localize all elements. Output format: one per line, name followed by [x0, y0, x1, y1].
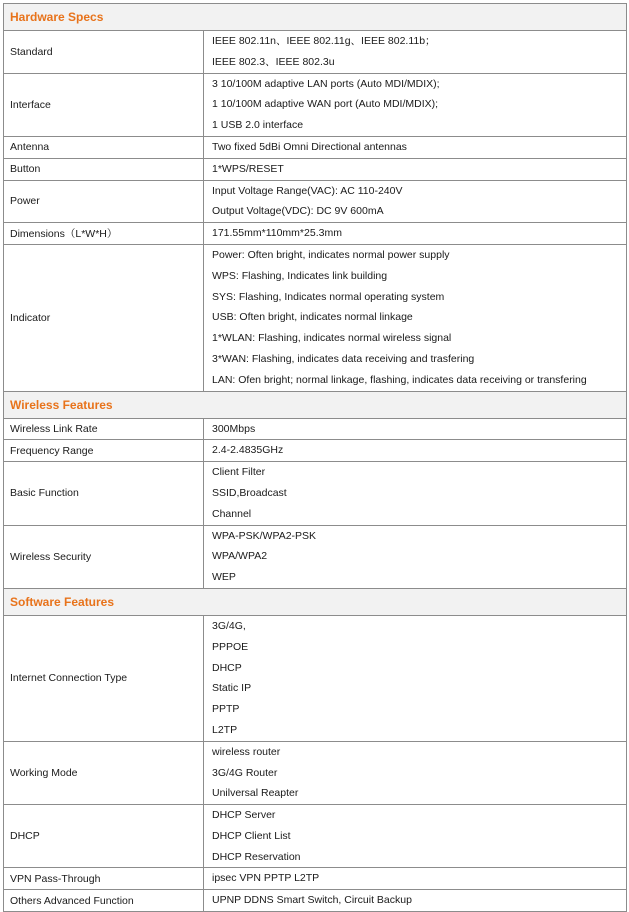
spec-value-cell: [204, 805, 627, 868]
spec-value-cell: [204, 73, 627, 136]
spec-value-line: Two fixed 5dBi Omni Directional antennas: [212, 140, 407, 153]
spec-value-line: ipsec VPN PPTP L2TP: [212, 872, 320, 885]
spec-value-line: WPA-PSK/WPA2-PSK: [212, 529, 317, 542]
spec-label: Others Advanced Function: [4, 890, 204, 912]
spec-row: [4, 31, 627, 74]
spec-value-line: Power: Often bright, indicates normal power supply: [212, 248, 450, 261]
spec-row: [4, 136, 627, 158]
section-header-row: [4, 391, 627, 418]
spec-value-line: 3G/4G,: [212, 619, 246, 632]
spec-value-line: IEEE 802.11n、IEEE 802.11g、IEEE 802.11b；: [212, 35, 436, 47]
spec-label: VPN Pass-Through: [4, 868, 204, 890]
spec-value-cell: [204, 462, 627, 525]
section-title: Software Features: [4, 588, 627, 615]
spec-value-line: Output Voltage(VDC): DC 9V 600mA: [212, 205, 384, 218]
spec-label: DHCP: [4, 805, 204, 868]
spec-label: Interface: [4, 73, 204, 136]
spec-value-line: DHCP Server: [212, 809, 276, 822]
spec-value-line: SYS: Flashing, Indicates normal operating system: [212, 290, 445, 303]
spec-value-line: SSID,Broadcast: [212, 486, 287, 499]
spec-table-body: [4, 4, 627, 912]
spec-row: [4, 741, 627, 804]
spec-label: Antenna: [4, 136, 204, 158]
spec-value-line: UPNP DDNS Smart Switch, Circuit Backup: [212, 894, 412, 907]
spec-value-cell: [204, 158, 627, 180]
spec-value-cell: [204, 223, 627, 245]
spec-value-cell: [204, 31, 627, 74]
spec-value-line: 3 10/100M adaptive LAN ports (Auto MDI/MDIX);: [212, 77, 440, 90]
spec-value-cell: [204, 244, 627, 391]
spec-value-line: 1 10/100M adaptive WAN port (Auto MDI/MDIX);: [212, 98, 439, 111]
spec-row: [4, 615, 627, 741]
spec-value-cell: [204, 525, 627, 588]
spec-label: Working Mode: [4, 741, 204, 804]
spec-row: [4, 868, 627, 890]
spec-value-line: WPS: Flashing, Indicates link building: [212, 269, 388, 282]
spec-value-line: Input Voltage Range(VAC): AC 110-240V: [212, 184, 403, 197]
spec-label: Wireless Security: [4, 525, 204, 588]
spec-row: [4, 418, 627, 440]
spec-label: Dimensions（L*W*H）: [4, 223, 204, 245]
section-header-row: [4, 4, 627, 31]
spec-value-line: 1 USB 2.0 interface: [212, 119, 304, 132]
section-title: Hardware Specs: [4, 4, 627, 31]
spec-label: Basic Function: [4, 462, 204, 525]
spec-row: [4, 73, 627, 136]
spec-label: Internet Connection Type: [4, 615, 204, 741]
spec-label: Indicator: [4, 244, 204, 391]
spec-label: Wireless Link Rate: [4, 418, 204, 440]
spec-value-cell: [204, 440, 627, 462]
spec-value-cell: [204, 136, 627, 158]
spec-value-cell: [204, 741, 627, 804]
spec-value-line: 1*WLAN: Flashing, indicates normal wireless signal: [212, 332, 452, 345]
spec-value-line: IEEE 802.3、IEEE 802.3u: [212, 55, 335, 68]
spec-label: Frequency Range: [4, 440, 204, 462]
section-header-row: [4, 588, 627, 615]
spec-value-line: DHCP Client List: [212, 829, 291, 842]
spec-row: [4, 890, 627, 912]
spec-value-line: 3G/4G Router: [212, 766, 278, 779]
spec-value-line: Client Filter: [212, 466, 266, 479]
spec-label: Power: [4, 180, 204, 223]
spec-row: [4, 158, 627, 180]
spec-value-line: 2.4-2.4835GHz: [212, 444, 284, 457]
spec-value-line: 3*WAN: Flashing, indicates data receiving and trasfering: [212, 352, 475, 365]
spec-value-line: 300Mbps: [212, 422, 256, 435]
spec-row: [4, 805, 627, 868]
spec-row: [4, 462, 627, 525]
spec-value-line: 171.55mm*110mm*25.3mm: [212, 227, 342, 240]
spec-value-cell: [204, 180, 627, 223]
spec-row: [4, 223, 627, 245]
spec-value-line: LAN: Ofen bright; normal linkage, flashing, indicates data receiving or transfering: [212, 373, 587, 386]
spec-row: [4, 525, 627, 588]
spec-label: Standard: [4, 31, 204, 74]
spec-value-line: Channel: [212, 507, 252, 520]
spec-value-line: PPPOE: [212, 640, 249, 653]
spec-label: Button: [4, 158, 204, 180]
spec-value-line: 1*WPS/RESET: [212, 162, 284, 175]
spec-value-line: PPTP: [212, 703, 240, 716]
spec-value-line: Static IP: [212, 682, 252, 695]
spec-row: [4, 440, 627, 462]
spec-value-line: DHCP: [212, 661, 242, 674]
spec-value-cell: [204, 615, 627, 741]
spec-value-cell: [204, 418, 627, 440]
spec-value-cell: [204, 890, 627, 912]
section-title: Wireless Features: [4, 391, 627, 418]
spec-row: [4, 244, 627, 391]
spec-value-line: wireless router: [212, 745, 281, 758]
spec-row: [4, 180, 627, 223]
spec-table: [3, 3, 627, 912]
spec-value-line: WPA/WPA2: [212, 550, 268, 563]
spec-value-line: WEP: [212, 571, 236, 584]
spec-value-line: USB: Often bright, indicates normal linkage: [212, 311, 413, 324]
spec-value-line: DHCP Reservation: [212, 850, 301, 863]
spec-value-cell: [204, 868, 627, 890]
spec-value-line: L2TP: [212, 723, 238, 736]
spec-value-line: Unilversal Reapter: [212, 787, 299, 800]
